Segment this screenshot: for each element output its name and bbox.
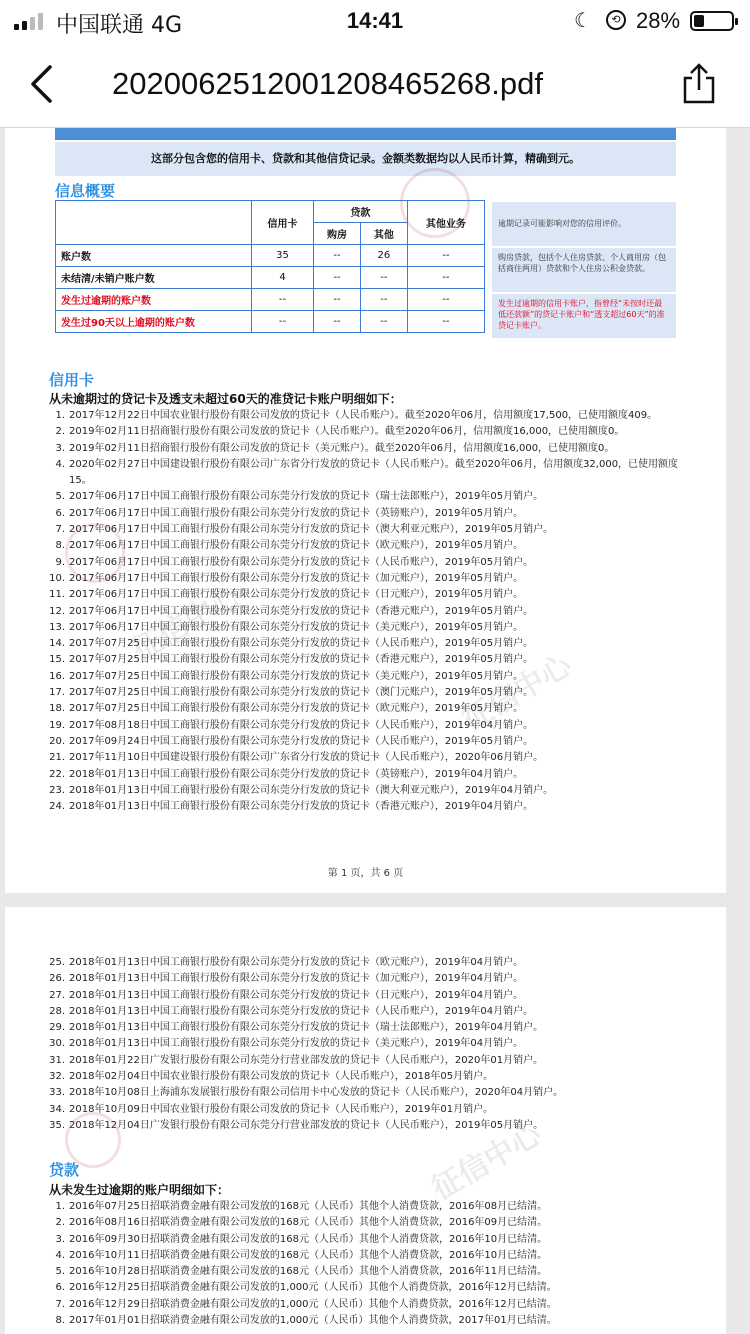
list-item-text: 2017年06月17日中国工商银行股份有限公司东莞分行发放的贷记卡（人民币账户），2019年05月销户。	[69, 556, 534, 568]
list-item-text: 2017年06月17日中国工商银行股份有限公司东莞分行发放的贷记卡（香港元账户），2019年05月销户。	[69, 605, 534, 617]
list-item-text: 2019年02月11日招商银行股份有限公司发放的贷记卡（人民币账户）。截至2020年06月，信用额度16,000，已使用额度0。	[69, 426, 625, 438]
list-item-text: 2018年01月13日中国工商银行股份有限公司东莞分行发放的贷记卡（香港元账户），2019年04月销户。	[69, 801, 534, 813]
list-item	[47, 1264, 687, 1280]
list-item-number: 27.	[49, 989, 65, 1001]
list-item-number: 25.	[49, 957, 65, 968]
list-item-text: 2018年01月13日中国工商银行股份有限公司东莞分行发放的贷记卡（澳大利亚元账户），2019年04月销户。	[69, 784, 554, 796]
table-row: 发生过逾期的账户数 -- -- -- --	[56, 289, 485, 311]
list-item-number: 22.	[49, 768, 65, 780]
list-item	[47, 1199, 687, 1215]
list-item-text: 2016年10月28日招联消费金融有限公司发放的168元（人民币）其他个人消费贷款，2016年11月已结清。	[69, 1266, 548, 1278]
table-row: 发生过90天以上逾期的账户数 -- -- -- --	[56, 311, 485, 333]
list-item-number: 24.	[49, 801, 65, 813]
nav-bar	[0, 44, 750, 128]
list-item	[47, 750, 687, 766]
list-item	[47, 734, 687, 750]
col-credit-card: 信用卡	[252, 201, 314, 245]
list-item-number: 13.	[49, 621, 65, 633]
list-item-number: 6.	[55, 1282, 65, 1294]
list-item	[47, 1248, 687, 1264]
list-item-number: 18.	[49, 703, 65, 715]
list-item-text: 2017年12月22日中国农业银行股份有限公司发放的贷记卡（人民币账户）。截至2020年06月，信用额度17,500，已使用额度409。	[69, 410, 658, 421]
table-row: 未结清/未销户账户数 4 -- -- --	[56, 267, 485, 289]
pdf-page-1[interactable]	[5, 128, 726, 893]
list-item	[47, 1232, 687, 1248]
list-item	[47, 408, 687, 424]
list-item-text: 2017年07月25日中国工商银行股份有限公司东莞分行发放的贷记卡（人民币账户），2019年05月销户。	[69, 638, 534, 650]
list-item-number: 2.	[55, 1217, 65, 1229]
list-item-text: 2017年07月25日中国工商银行股份有限公司东莞分行发放的贷记卡（美元账户），2019年05月销户。	[69, 670, 524, 682]
carrier-label: 中国联通 4G	[56, 13, 183, 38]
list-item-number: 3.	[55, 1233, 65, 1245]
list-item-text: 2017年06月17日中国工商银行股份有限公司东莞分行发放的贷记卡（澳大利亚元账户），2019年05月销户。	[69, 524, 554, 536]
list-item-number: 5.	[55, 491, 65, 503]
list-item-number: 17.	[49, 687, 65, 699]
note-overdue: 逾期记录可能影响对您的信用评价。	[492, 202, 676, 246]
list-item	[47, 1215, 687, 1231]
rotation-lock-icon: ⟲	[606, 10, 626, 30]
list-item-number: 9.	[55, 556, 65, 568]
list-item	[47, 587, 687, 603]
list-item-number: 19.	[49, 719, 65, 731]
list-item-text: 2017年06月17日中国工商银行股份有限公司东莞分行发放的贷记卡（加元账户），2019年05月销户。	[69, 572, 524, 584]
list-item-number: 28.	[49, 1005, 65, 1017]
col-other-business: 其他业务	[407, 201, 484, 245]
section-header-bar	[55, 128, 676, 140]
document-title: 2020062512001208465268.pdf	[112, 66, 544, 101]
list-item-text: 2016年08月16日招联消费金融有限公司发放的168元（人民币）其他个人消费贷款，2016年09月已结清。	[69, 1217, 548, 1229]
list-item-text: 2016年12月29日招联消费金融有限公司发放的1,000元（人民币）其他个人消费贷款，2016年12月已结清。	[69, 1298, 557, 1310]
list-item-text: 2017年06月17日中国工商银行股份有限公司东莞分行发放的贷记卡（英镑账户），2019年05月销户。	[69, 507, 524, 519]
list-item	[47, 685, 687, 701]
list-item	[47, 1102, 687, 1118]
battery-icon	[690, 11, 734, 31]
list-item-text: 2018年01月13日中国工商银行股份有限公司东莞分行发放的贷记卡（日元账户），2019年04月销户。	[69, 989, 524, 1001]
list-item	[47, 1085, 687, 1101]
list-item-text: 2018年01月22日广发银行股份有限公司东莞分行营业部发放的贷记卡（人民币账户），2020年01月销户。	[69, 1054, 544, 1066]
list-item-text: 2016年10月11日招联消费金融有限公司发放的168元（人民币）其他个人消费贷款，2016年10月已结清。	[69, 1249, 548, 1261]
list-item-text: 2018年01月13日中国工商银行股份有限公司东莞分行发放的贷记卡（人民币账户），2019年04月销户。	[69, 1005, 534, 1017]
list-item-text: 2017年07月25日中国工商银行股份有限公司东莞分行发放的贷记卡（欧元账户），2019年05月销户。	[69, 703, 524, 715]
list-item-text: 2016年09月30日招联消费金融有限公司发放的168元（人民币）其他个人消费贷款，2016年10月已结清。	[69, 1233, 548, 1245]
list-item-number: 15.	[49, 654, 65, 666]
list-item-text: 2017年09月24日中国工商银行股份有限公司东莞分行发放的贷记卡（人民币账户），2019年05月销户。	[69, 735, 534, 747]
list-item	[47, 1280, 687, 1296]
list-item-number: 14.	[49, 638, 65, 650]
credit-card-subtitle: 从未逾期过的贷记卡及透支未超过60天的准贷记卡账户明细如下：	[49, 392, 402, 406]
note-overdue-card: 发生过逾期的信用卡账户，指曾经“未按时还最低还款额”的贷记卡账户和“透支超过60天”的准贷记卡账户。	[492, 294, 676, 338]
list-item-text: 2020年02月27日中国建设银行股份有限公司广东省分行发放的贷记卡（人民币账户）。截至2020年06月，信用额度32,000，已使用额度15。	[69, 458, 679, 487]
list-item-number: 16.	[49, 670, 65, 682]
list-item	[47, 538, 687, 554]
list-item	[47, 1297, 687, 1313]
list-item-number: 10.	[49, 572, 65, 584]
seal-stamp	[65, 523, 125, 583]
list-item	[47, 1053, 687, 1069]
list-item-number: 11.	[49, 589, 65, 601]
list-item-number: 32.	[49, 1071, 65, 1083]
back-button[interactable]	[28, 64, 68, 108]
list-item	[47, 522, 687, 538]
list-item-number: 8.	[55, 1315, 65, 1327]
pdf-page-2[interactable]	[5, 907, 726, 1334]
table-row: 账户数 35 -- 26 --	[56, 245, 485, 267]
seal-stamp	[65, 1112, 121, 1168]
chevron-left-icon	[28, 64, 54, 104]
list-item-number: 21.	[49, 752, 65, 764]
do-not-disturb-icon: ☾	[574, 8, 592, 32]
watermark: 征信中心	[426, 1116, 548, 1208]
credit-card-list	[47, 408, 687, 815]
list-item	[47, 555, 687, 571]
loan-title: 贷款	[49, 1161, 80, 1179]
watermark: 征信中心	[456, 647, 578, 739]
loan-list	[47, 1199, 687, 1329]
list-item-text: 2018年01月13日中国工商银行股份有限公司东莞分行发放的贷记卡（加元账户），2019年04月销户。	[69, 973, 524, 985]
col-house-loan: 购房	[314, 223, 361, 245]
list-item-text: 2017年08月18日中国工商银行股份有限公司东莞分行发放的贷记卡（人民币账户），2019年04月销户。	[69, 719, 534, 731]
list-item-number: 12.	[49, 605, 65, 617]
list-item-text: 2019年02月11日招商银行股份有限公司发放的贷记卡（美元账户）。截至2020年06月，信用额度16,000，已使用额度0。	[69, 442, 615, 454]
overview-title: 信息概要	[55, 182, 116, 200]
list-item-number: 20.	[49, 735, 65, 747]
list-item-text: 2018年10月09日中国农业银行股份有限公司发放的贷记卡（人民币账户），2019年01月销户。	[69, 1103, 494, 1115]
list-item	[47, 506, 687, 522]
list-item-number: 1.	[55, 410, 65, 421]
list-item-text: 2017年06月17日中国工商银行股份有限公司东莞分行发放的贷记卡（欧元账户），2019年05月销户。	[69, 540, 524, 552]
list-item	[47, 489, 687, 505]
list-item-text: 2017年01月01日招联消费金融有限公司发放的1,000元（人民币）其他个人消费贷款，2017年01月已结清。	[69, 1315, 557, 1327]
list-item-number: 4.	[55, 458, 65, 470]
list-item	[47, 1118, 687, 1134]
list-item-number: 7.	[55, 524, 65, 536]
list-item	[47, 988, 687, 1004]
page-footer: 第 1 页，共 6 页	[327, 868, 404, 879]
list-item	[47, 799, 687, 815]
list-item-number: 29.	[49, 1022, 65, 1034]
clock: 14:41	[346, 8, 404, 33]
list-item-text: 2018年01月13日中国工商银行股份有限公司东莞分行发放的贷记卡（欧元账户），2019年04月销户。	[69, 957, 524, 968]
list-item-number: 6.	[55, 507, 65, 519]
list-item-text: 2018年02月04日中国农业银行股份有限公司发放的贷记卡（人民币账户），2018年05月销户。	[69, 1071, 494, 1083]
list-item-number: 7.	[55, 1298, 65, 1310]
list-item	[47, 1036, 687, 1052]
list-item	[47, 1020, 687, 1036]
list-item-text: 2018年01月13日中国工商银行股份有限公司东莞分行发放的贷记卡（美元账户），2019年04月销户。	[69, 1038, 524, 1050]
note-house-loan: 购房贷款，包括个人住房贷款、个人商用房（包括商住两用）贷款和个人住房公积金贷款。	[492, 248, 676, 292]
list-item-text: 2016年12月25日招联消费金融有限公司发放的1,000元（人民币）其他个人消费贷款，2016年12月已结清。	[69, 1282, 557, 1294]
list-item-number: 2.	[55, 426, 65, 438]
list-item	[47, 955, 687, 971]
list-item-number: 30.	[49, 1038, 65, 1050]
list-item-text: 2017年06月17日中国工商银行股份有限公司东莞分行发放的贷记卡（日元账户），2019年05月销户。	[69, 589, 524, 601]
list-item-number: 8.	[55, 540, 65, 552]
list-item-number: 35.	[49, 1119, 65, 1131]
list-item-text: 2018年01月13日中国工商银行股份有限公司东莞分行发放的贷记卡（瑞士法郎账户），2019年04月销户。	[69, 1022, 544, 1034]
list-item-number: 3.	[55, 442, 65, 454]
watermark: 征信中心	[126, 577, 248, 669]
list-item-number: 1.	[55, 1201, 65, 1212]
list-item-number: 34.	[49, 1103, 65, 1115]
list-item-number: 4.	[55, 1249, 65, 1261]
list-item-number: 5.	[55, 1266, 65, 1278]
list-item-number: 23.	[49, 784, 65, 796]
list-item-text: 2017年06月17日中国工商银行股份有限公司东莞分行发放的贷记卡（瑞士法郎账户），2019年05月销户。	[69, 491, 544, 503]
list-item-text: 2017年07月25日中国工商银行股份有限公司东莞分行发放的贷记卡（澳门元账户），2019年05月销户。	[69, 687, 534, 699]
battery-percent: 28%	[636, 8, 681, 33]
list-item-text: 2017年06月17日中国工商银行股份有限公司东莞分行发放的贷记卡（美元账户），2019年05月销户。	[69, 621, 524, 633]
col-other-loan: 其他	[360, 223, 407, 245]
list-item	[47, 441, 687, 457]
section-description: 这部分包含您的信用卡、贷款和其他信贷记录。金额类数据均以人民币计算，精确到元。	[55, 142, 676, 176]
list-item-text: 2016年07月25日招联消费金融有限公司发放的168元（人民币）其他个人消费贷款，2016年08月已结清。	[69, 1201, 548, 1212]
list-item-number: 33.	[49, 1087, 65, 1099]
list-item	[47, 767, 687, 783]
list-item	[47, 718, 687, 734]
list-item	[47, 1069, 687, 1085]
list-item	[47, 571, 687, 587]
seal-stamp	[400, 168, 470, 238]
list-item	[47, 424, 687, 440]
col-loan: 贷款	[314, 201, 408, 223]
list-item	[47, 669, 687, 685]
status-bar	[0, 0, 750, 44]
share-button[interactable]	[680, 62, 718, 106]
list-item	[47, 971, 687, 987]
credit-card-title: 信用卡	[49, 371, 95, 389]
loan-subtitle: 从未发生过逾期的账户明细如下：	[49, 1183, 230, 1197]
share-icon	[680, 62, 718, 106]
list-item-text: 2017年11月10日中国建设银行股份有限公司广东省分行发放的贷记卡（人民币账户），2020年06月销户。	[69, 752, 544, 764]
list-item	[47, 1313, 687, 1329]
list-item	[47, 457, 687, 490]
list-item-text: 2017年07月25日中国工商银行股份有限公司东莞分行发放的贷记卡（香港元账户），2019年05月销户。	[69, 654, 534, 666]
list-item-number: 26.	[49, 973, 65, 985]
list-item-text: 2018年12月04日广发银行股份有限公司东莞分行营业部发放的贷记卡（人民币账户），2019年05月销户。	[69, 1119, 544, 1131]
list-item-text: 2018年10月08日上海浦东发展银行股份有限公司信用卡中心发放的贷记卡（人民币账户），2020年04月销户。	[69, 1087, 564, 1099]
list-item	[47, 783, 687, 799]
list-item-number: 31.	[49, 1054, 65, 1066]
list-item	[47, 1004, 687, 1020]
credit-card-list-continued	[47, 955, 687, 1134]
list-item	[47, 701, 687, 717]
list-item-text: 2018年01月13日中国工商银行股份有限公司东莞分行发放的贷记卡（英镑账户），2019年04月销户。	[69, 768, 524, 780]
